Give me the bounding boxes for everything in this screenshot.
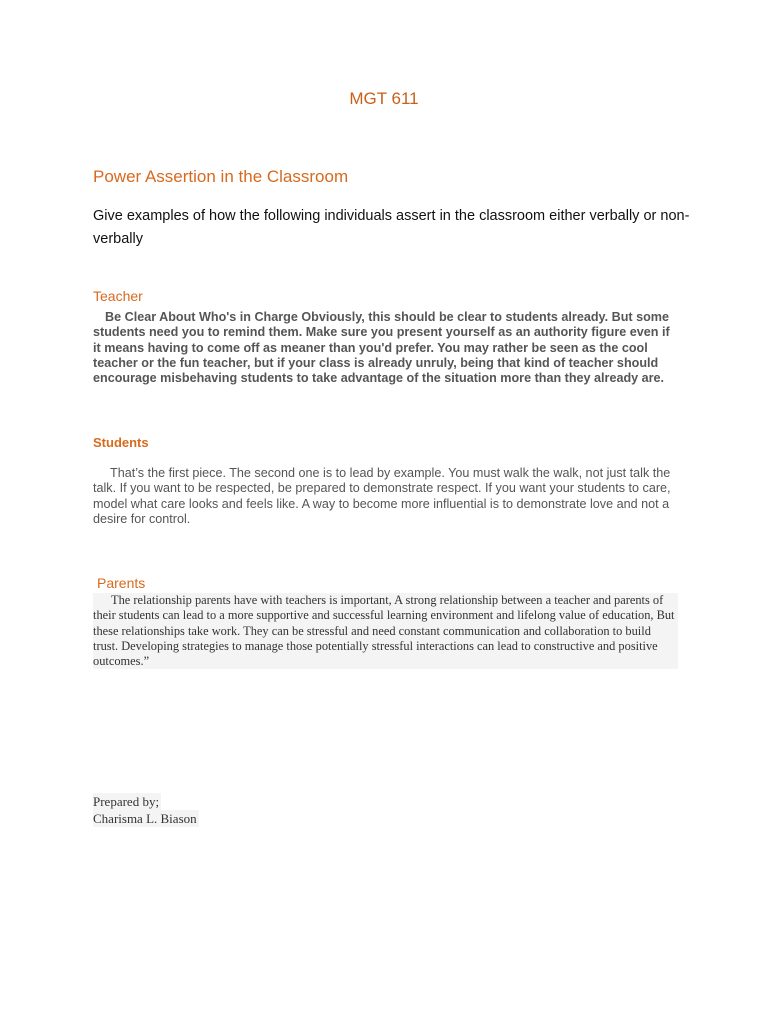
section-heading-parents: Parents xyxy=(97,575,146,591)
section-body-students: That’s the first piece. The second one is to lead by example. You must walk the walk, not just talk the talk. If you want to be respected, be prepared to demonstrate respect. If you want your students to care, model what care looks and feels like. A way to become more influential is to demonstrate love and not a desire for control. xyxy=(93,466,671,526)
section-body-teacher: Be Clear About Who's in Charge Obviously, this should be clear to students already. But some students need you to remind them. Make sure you present yourself as an authority figure even if it means having to come off as meaner than you'd prefer. You may rather be seen as the cool teacher or the fun teacher, but if your class is already unruly, being that kind of teacher should encourage misbehaving students to take advantage of the situation more than they already are. xyxy=(93,310,670,386)
section-body-parents: The relationship parents have with teachers is important, A strong relationship between a teacher and parents of their students can lead to a more supportive and successful learning environment and lifelong value of education, But these relationships take work. They can be stressful and need constant communication and collaboration to build trust. Developing strategies to manage those potentially stressful interactions can lead to constructive and positive outcomes.” xyxy=(93,593,678,669)
document-title: Power Assertion in the Classroom xyxy=(93,167,349,186)
assignment-prompt: Give examples of how the following individuals assert in the classroom either verbally or non-verbally xyxy=(93,208,690,247)
section-heading-teacher: Teacher xyxy=(93,288,143,304)
section-heading-students: Students xyxy=(93,435,149,450)
author-name: Charisma L. Biason xyxy=(93,811,197,826)
prepared-by-label: Prepared by; xyxy=(93,794,160,809)
signature-block xyxy=(93,793,199,827)
course-code: MGT 611 xyxy=(349,89,419,108)
